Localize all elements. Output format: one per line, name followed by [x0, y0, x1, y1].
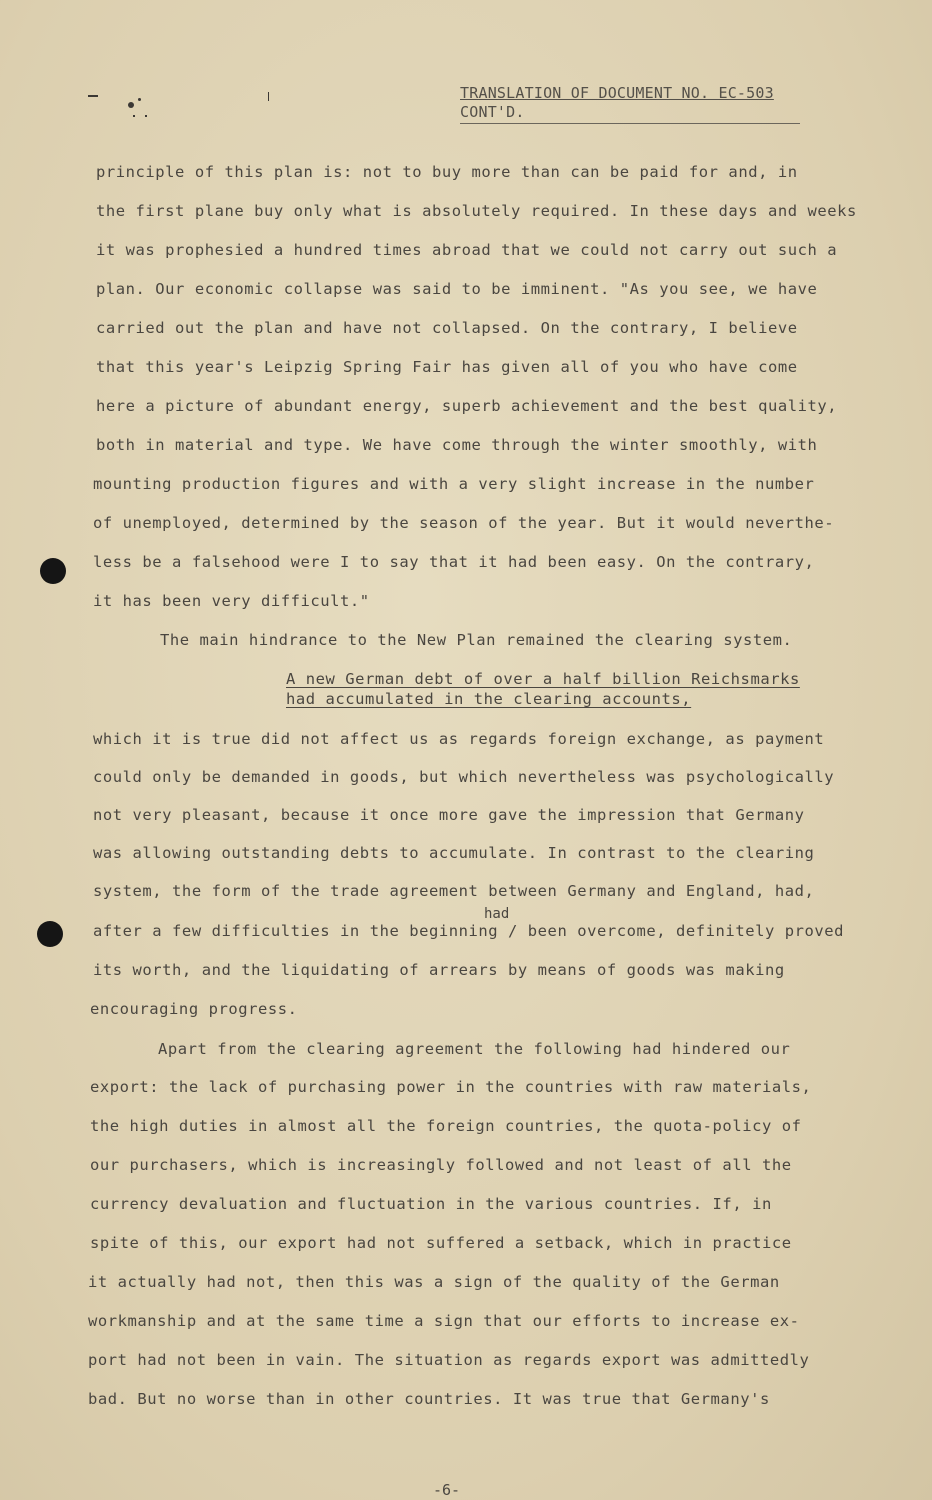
document-header: [460, 84, 774, 122]
text-line: bad. But no worse than in other countries. It was true that Germany's: [88, 1390, 770, 1408]
text-line: both in material and type. We have come through the winter smoothly, with: [96, 436, 818, 454]
text-line: it has been very difficult.": [93, 592, 370, 610]
text-line: The main hindrance to the New Plan remained the clearing system.: [160, 631, 793, 649]
underlined-line: had accumulated in the clearing accounts,: [286, 690, 692, 708]
page-number: -6-: [433, 1481, 461, 1499]
ink-mark: [145, 115, 147, 117]
text-line: after a few difficulties in the beginning / been overcome, definitely proved: [93, 922, 845, 940]
text-line: of unemployed, determined by the season of the year. But it would neverthe-: [93, 514, 835, 532]
ink-mark: [133, 115, 135, 117]
text-line: encouraging progress.: [90, 1000, 298, 1018]
header-title: TRANSLATION OF DOCUMENT NO. EC-503: [460, 84, 774, 102]
ink-mark: [268, 92, 269, 101]
text-line: that this year's Leipzig Spring Fair has given all of you who have come: [96, 358, 798, 376]
text-line: plan. Our economic collapse was said to be imminent. "As you see, we have: [96, 280, 818, 298]
text-line: was allowing outstanding debts to accumulate. In contrast to the clearing: [93, 844, 815, 862]
text-line: our purchasers, which is increasingly followed and not least of all the: [90, 1156, 792, 1174]
text-line: not very pleasant, because it once more gave the impression that Germany: [93, 806, 805, 824]
text-line: system, the form of the trade agreement between Germany and England, had,: [93, 882, 815, 900]
header-contd: CONT'D.: [460, 103, 525, 121]
text-line: Apart from the clearing agreement the following had hindered our: [158, 1040, 791, 1058]
text-line: principle of this plan is: not to buy more than can be paid for and, in: [96, 163, 798, 181]
text-line: carried out the plan and have not collapsed. On the contrary, I believe: [96, 319, 798, 337]
text-line: port had not been in vain. The situation as regards export was admittedly: [88, 1351, 810, 1369]
punch-hole: [37, 921, 63, 947]
text-line: here a picture of abundant energy, superb achievement and the best quality,: [96, 397, 838, 415]
text-line: export: the lack of purchasing power in the countries with raw materials,: [90, 1078, 812, 1096]
text-line: workmanship and at the same time a sign that our efforts to increase ex-: [88, 1312, 800, 1330]
ink-mark: [88, 95, 98, 97]
punch-hole: [40, 558, 66, 584]
ink-mark: [128, 102, 134, 108]
text-line: its worth, and the liquidating of arrears by means of goods was making: [93, 961, 785, 979]
text-line: the first plane buy only what is absolutely required. In these days and weeks: [96, 202, 857, 220]
text-line: which it is true did not affect us as regards foreign exchange, as payment: [93, 730, 825, 748]
underlined-line: A new German debt of over a half billion Reichsmarks: [286, 670, 800, 688]
text-line: mounting production figures and with a very slight increase in the number: [93, 475, 815, 493]
text-line: spite of this, our export had not suffered a setback, which in practice: [90, 1234, 792, 1252]
ink-mark: [138, 98, 141, 101]
header-rule: [460, 123, 800, 124]
text-line: could only be demanded in goods, but which nevertheless was psychologically: [93, 768, 835, 786]
text-line: the high duties in almost all the foreign countries, the quota-policy of: [90, 1117, 802, 1135]
text-line: less be a falsehood were I to say that it had been easy. On the contrary,: [93, 553, 815, 571]
text-line: it was prophesied a hundred times abroad that we could not carry out such a: [96, 241, 838, 259]
handwritten-insert: had: [484, 906, 510, 922]
text-line: it actually had not, then this was a sign of the quality of the German: [88, 1273, 780, 1291]
text-line: currency devaluation and fluctuation in the various countries. If, in: [90, 1195, 772, 1213]
